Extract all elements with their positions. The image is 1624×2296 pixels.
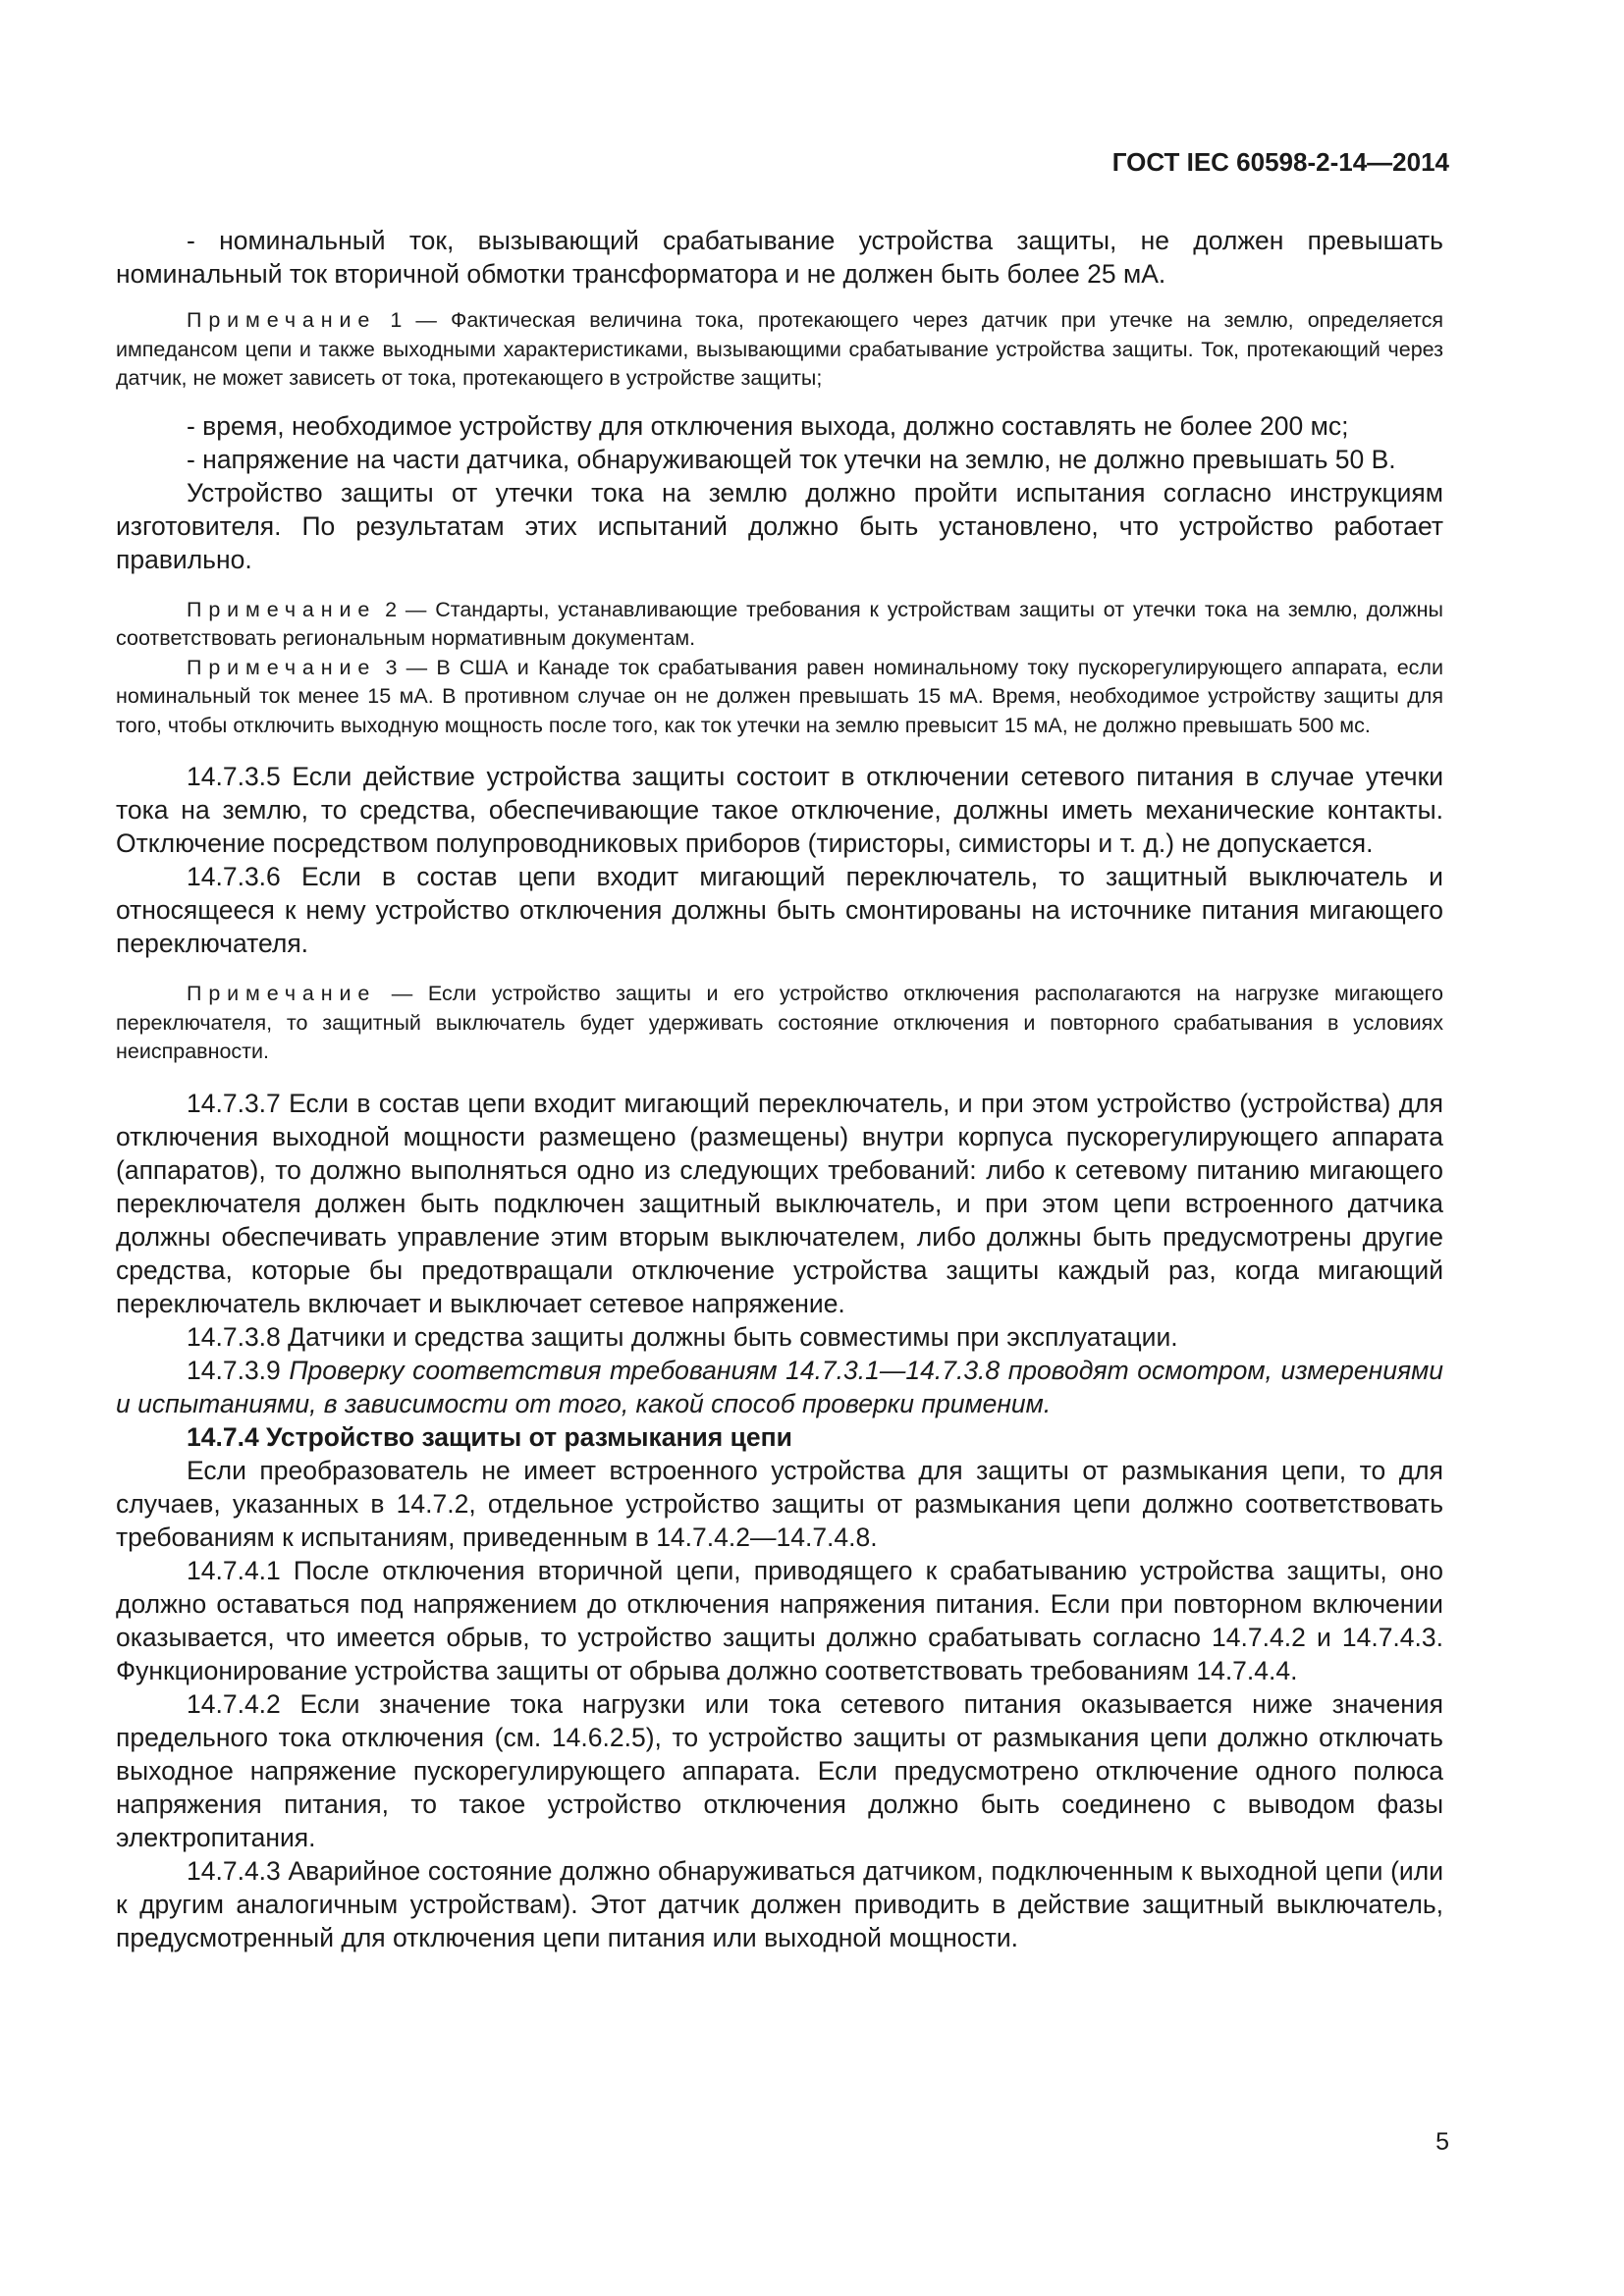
note-2-label: Примечание [187,597,377,621]
note-4-text: — Если устройство защиты и его устройство отключения располагаются на нагрузке мигающего переключателя, то защитный выключатель будет удерживать состояние отключения и повторного срабатывания в условиях неисправности. [116,982,1443,1063]
note-3-label: Примечание [187,655,377,679]
clause-14-7-3-8: 14.7.3.8 Датчики и средства защиты должны быть совместимы при эксплуатации. [187,1321,1178,1352]
clause-14-7-4-2: 14.7.4.2 Если значение тока нагрузки или тока сетевого питания оказывается ниже значения предельного тока отключения (см. 14.6.2.5), то устройство защиты от размыкания цепи должно отключать выходное напряжение пускорегулирующего аппарата. Если предусмотрено отключение одного полюса напряжения питания, то такое устройство отключения должно быть соединено с выводом фазы электропитания. [116,1688,1443,1852]
standard-code-header: ГОСТ IEC 60598-2-14—2014 [1111,147,1449,177]
clause-14-7-3-5: 14.7.3.5 Если действие устройства защиты состоит в отключении сетевого питания в случае утечки тока на землю, то средства, обеспечивающие такое отключение, должны иметь механические контакты. Отключение посредством полупроводниковых приборов (тиристоры, симисторы и т. д.) не допускается. [116,762,1443,858]
paragraph-earth-leakage-tests: Устройство защиты от утечки тока на землю должно пройти испытания согласно инструкциям изготовителя. По результатам этих испытаний должно быть установлено, что устройство работает правильно. [116,477,1443,574]
clause-14-7-3-7: 14.7.3.7 Если в состав цепи входит мигающий переключатель, и при этом устройство (устройства) для отключения выходной мощности размещено (размещены) внутри корпуса пускорегулирующего аппарата (аппаратов), то должно выполняться одно из следующих требований: либо к сетевому питанию мигающего переключателя должен быть подключен защитный выключатель, и при этом цепи встроенного датчика должны обеспечивать управление этим вторым выключателем, либо должны быть предусмотрены другие средства, которые бы предотвращали отключение устройства защиты каждый раз, когда мигающий переключатель включает и выключает сетевое напряжение. [116,1088,1443,1318]
clause-14-7-4-1: 14.7.4.1 После отключения вторичной цепи, приводящего к срабатыванию устройства защиты, оно должно оставаться под напряжением до отключения напряжения питания. Если при повторном включении оказывается, что имеется обрыв, то устройство защиты должно срабатывать согласно 14.7.4.2 и 14.7.4.3. Функционирование устройства защиты от обрыва должно соответствовать требованиям 14.7.4.4. [116,1555,1443,1685]
paragraph-sensor-voltage: - напряжение на части датчика, обнаруживающей ток утечки на землю, не должно превышать 50 В. [187,444,1396,474]
section-heading-14-7-4: 14.7.4 Устройство защиты от размыкания цепи [187,1421,792,1452]
note-1-label: Примечание [187,308,377,332]
note-1 [116,306,1443,394]
clause-14-7-3-9-number: 14.7.3.9 [187,1355,290,1385]
paragraph-disconnect-time: - время, необходимое устройству для отключения выхода, должно составлять не более 200 мс; [187,410,1349,441]
note-3 [116,654,1443,741]
clause-14-7-3-9-text: Проверку соответствия требованиям 14.7.3.1—14.7.3.8 проводят осмотром, измерениями и испытаниями, в зависимости от того, какой способ проверки применим. [116,1355,1443,1418]
clause-14-7-4-3: 14.7.4.3 Аварийное состояние должно обнаруживаться датчиком, подключенным к выходной цепи (или к другим аналогичным устройствам). Этот датчик должен приводить в действие защитный выключатель, предусмотренный для отключения цепи питания или выходной мощности. [116,1855,1443,1952]
clause-14-7-3-6: 14.7.3.6 Если в состав цепи входит мигающий переключатель, то защитный выключатель и относящееся к нему устройство отключения должны быть смонтированы на источнике питания мигающего переключателя. [116,862,1443,958]
paragraph-open-circuit-intro: Если преобразователь не имеет встроенного устройства для защиты от размыкания цепи, то для случаев, указанных в 14.7.2, отдельное устройство защиты от размыкания цепи должно соответствовать требованиям к испытаниям, приведенным в 14.7.4.2—14.7.4.8. [116,1455,1443,1552]
clause-14-7-3-9 [116,1354,1443,1420]
document-body [116,224,1443,1954]
note-2-text: 2 — Стандарты, устанавливающие требования к устройствам защиты от утечки тока на землю, должны соответствовать региональным нормативным документам. [116,597,1443,650]
page-number: 5 [1435,2128,1449,2156]
note-2 [116,596,1443,654]
note-1-text: 1 — Фактическая величина тока, протекающего через датчик при утечке на землю, определяется импедансом цепи и также выходными характеристиками, вызывающими срабатывание устройства защиты. Ток, протекающий через датчик, не может зависеть от тока, протекающего в устройстве защиты; [116,308,1443,390]
paragraph-rated-current: - номинальный ток, вызывающий срабатывание устройства защиты, не должен превышать номинальный ток вторичной обмотки трансформатора и не должен быть более 25 мА. [116,226,1443,289]
note-4 [116,980,1443,1067]
note-4-label: Примечание [187,982,377,1005]
note-3-text: 3 — В США и Канаде ток срабатывания равен номинальному току пускорегулирующего аппарата, если номинальный ток менее 15 мА. В противном случае он не должен превышать 15 мА. Время, необходимое устройству защиты для того, чтобы отключить выходную мощность после того, как ток утечки на землю превысит 15 мА, не должно превышать 500 мс. [116,655,1443,737]
